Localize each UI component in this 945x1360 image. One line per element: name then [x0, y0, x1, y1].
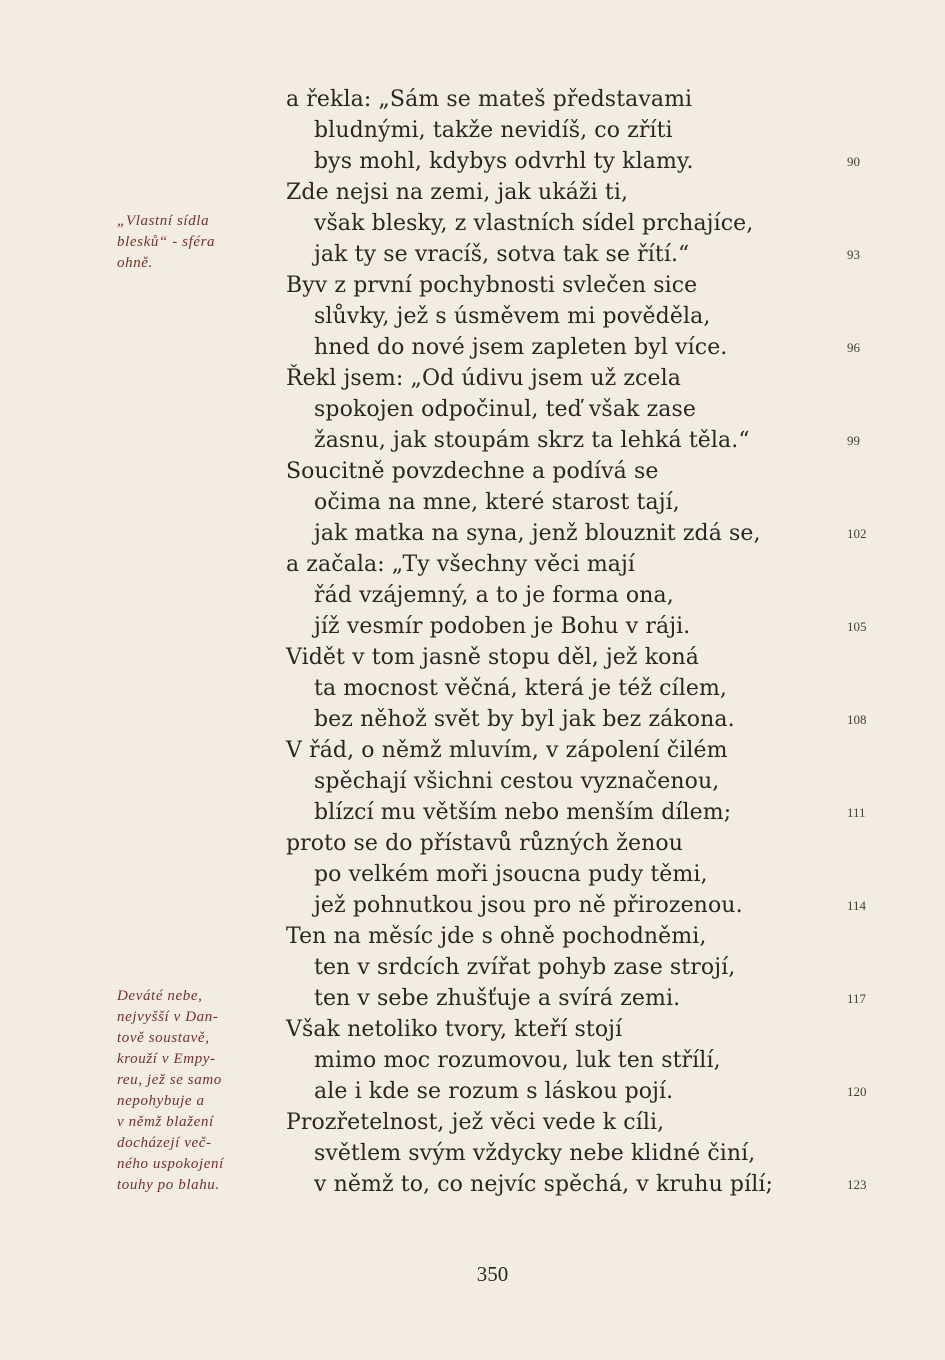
verse-line: očima na mne, které starost tají, [314, 490, 680, 515]
verse-line: ta mocnost věčná, která je též cílem, [314, 676, 728, 701]
margin-note-line: nepohybuje a [117, 1093, 205, 1109]
verse-line: jak matka na syna, jenž blouznit zdá se, [314, 521, 761, 546]
verse-line: bludnými, takže nevidíš, co zříti [314, 118, 673, 143]
margin-note-line: reu, jež se samo [117, 1072, 222, 1088]
line-number: 123 [847, 1177, 867, 1192]
verse-line: a začala: „Ty všechny věci mají [286, 552, 636, 577]
verse-line: ale i kde se rozum s láskou pojí. [314, 1079, 674, 1104]
verse-line: a řekla: „Sám se mateš představami [286, 87, 693, 112]
line-number: 99 [847, 433, 860, 448]
verse-line: v němž to, co nejvíc spěchá, v kruhu pílí; [314, 1172, 774, 1197]
verse-line: mimo moc rozumovou, luk ten střílí, [314, 1048, 721, 1073]
verse-line: po velkém moři jsoucna pudy těmi, [314, 862, 708, 887]
verse-line: světlem svým vždycky nebe klidné činí, [314, 1141, 756, 1166]
verse-line: Zde nejsi na zemi, jak ukáži ti, [286, 180, 629, 205]
margin-note-line: nejvyšší v Dan- [117, 1009, 219, 1025]
verse-line: Řekl jsem: „Od údivu jsem už zcela [286, 366, 681, 391]
verse-line: jak ty se vracíš, sotva tak se řítí.“ [314, 242, 690, 267]
margin-note-line: „Vlastní sídla [117, 213, 210, 229]
verse-line: V řád, o němž mluvím, v zápolení čilém [286, 738, 728, 763]
verse-line: Soucitně povzdechne a podívá se [286, 459, 659, 484]
verse-line: proto se do přístavů různých ženou [286, 831, 683, 856]
verse-line: spěchají všichni cestou vyznačenou, [314, 769, 720, 794]
verse-line: bez něhož svět by byl jak bez zákona. [314, 707, 735, 732]
margin-note-line: ohně. [117, 255, 153, 271]
verse-line: Prozřetelnost, jež věci vede k cíli, [286, 1110, 665, 1135]
margin-note-line: tově soustavě, [117, 1030, 210, 1046]
line-number: 108 [847, 712, 867, 727]
verse-line: Vidět v tom jasně stopu děl, jež koná [286, 645, 699, 670]
verse-line: žasnu, jak stoupám skrz ta lehká těla.“ [314, 428, 750, 453]
margin-note-line: v němž blažení [117, 1114, 214, 1130]
margin-note-line: Deváté nebe, [117, 988, 203, 1004]
verse-line: slůvky, jež s úsměvem mi pověděla, [314, 304, 711, 329]
verse-block [286, 84, 826, 1200]
page-number: 350 [476, 1262, 509, 1286]
margin-note-line: docházejí več- [117, 1135, 212, 1151]
verse-line: bys mohl, kdybys odvrhl ty klamy. [314, 149, 694, 174]
line-number: 93 [847, 247, 860, 262]
verse-line: Byv z první pochybnosti svlečen sice [286, 273, 698, 298]
margin-note-line: krouží v Empy- [117, 1051, 216, 1067]
verse-line: jež pohnutkou jsou pro ně přirozenou. [314, 893, 743, 918]
verse-line: Však netoliko tvory, kteří stojí [286, 1017, 623, 1042]
verse-line: řád vzájemný, a to je forma ona, [314, 583, 674, 608]
line-number: 111 [847, 805, 866, 820]
line-number: 90 [847, 154, 860, 169]
line-number: 117 [847, 991, 867, 1006]
verse-line: jíž vesmír podoben je Bohu v ráji. [314, 614, 691, 639]
verse-line: ten v sebe zhušťuje a svírá zemi. [314, 986, 681, 1011]
line-number: 96 [847, 340, 860, 355]
margin-note-lightning [117, 211, 257, 274]
verse-line: však blesky, z vlastních sídel prchajíce, [314, 211, 754, 236]
margin-note-line: blesků“ - sféra [117, 234, 216, 250]
verse-line: blízcí mu větším nebo menším dílem; [314, 800, 732, 825]
line-number: 120 [847, 1084, 867, 1099]
verse-line: spokojen odpočinul, teď však zase [314, 397, 696, 422]
line-number: 114 [847, 898, 867, 913]
verse-line: Ten na měsíc jde s ohně pochodněmi, [286, 924, 707, 949]
margin-note-ninth-heaven [117, 986, 257, 1196]
verse-line: hned do nové jsem zapleten byl více. [314, 335, 728, 360]
margin-note-line: ného uspokojení [117, 1156, 224, 1172]
verse-line: ten v srdcích zvířat pohyb zase strojí, [314, 955, 736, 980]
line-number: 102 [847, 526, 867, 541]
line-number: 105 [847, 619, 867, 634]
margin-note-line: touhy po blahu. [117, 1177, 220, 1193]
